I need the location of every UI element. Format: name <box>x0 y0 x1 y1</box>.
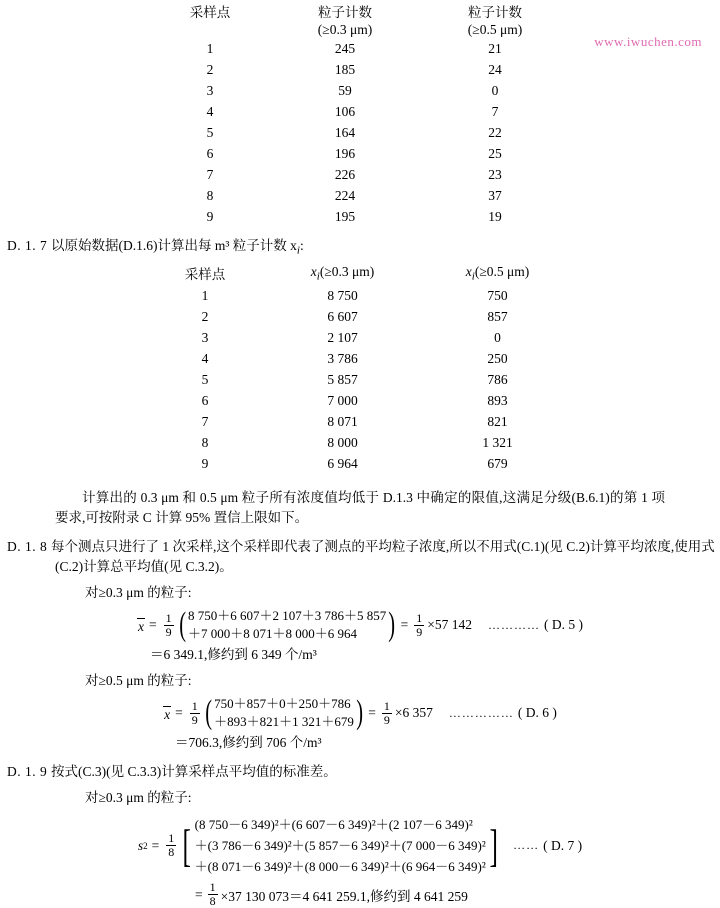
table-row <box>150 143 570 164</box>
sum-of-squares-stack <box>195 814 486 877</box>
table-row <box>145 432 575 453</box>
cell: 37 <box>488 188 502 203</box>
cell: 7 <box>491 104 499 119</box>
table-row <box>150 38 570 59</box>
cell: 25 <box>488 146 502 161</box>
table-row <box>145 327 575 348</box>
cell: 1 <box>206 41 214 56</box>
cell: 9 <box>201 456 209 472</box>
table-1-header-cell-1: 粒子计数 <box>318 5 372 20</box>
table-row <box>150 206 570 227</box>
particle-count-table <box>150 4 570 227</box>
subheading-0-5um-a: 对≥0.5 μm 的粒子: <box>85 673 192 689</box>
equation-d-5 <box>0 607 720 643</box>
fraction-denominator: 9 <box>416 624 423 639</box>
table-2-header-cell-1 <box>265 263 420 286</box>
var-x: x <box>465 263 472 279</box>
cell: 8 <box>201 435 209 451</box>
cell: 245 <box>334 41 356 56</box>
cell: 1 <box>201 288 209 304</box>
cell: 750 <box>487 288 508 304</box>
fraction-numerator: 1 <box>165 610 172 625</box>
table-1-header <box>150 4 570 38</box>
cell: 164 <box>334 125 356 140</box>
equation-d-6-body <box>163 695 557 731</box>
sum-stack <box>188 607 386 643</box>
equals-sign-2: = <box>368 705 376 721</box>
table-1-body <box>150 38 570 227</box>
fraction-one-ninth <box>164 612 174 639</box>
cell: 6 <box>206 146 214 161</box>
fraction-one-ninth <box>190 700 200 727</box>
cell: 8 750 <box>327 288 358 304</box>
table-2-header-cell-0: 采样点 <box>184 266 226 282</box>
product-term: ×57 142 <box>427 617 472 633</box>
table-1-header-cell-0: 采样点 <box>189 5 231 20</box>
cell: 679 <box>487 456 508 472</box>
cell: 8 <box>206 188 214 203</box>
fraction-numerator: 1 <box>209 880 216 895</box>
sum-row-1: 750＋857＋0＋250＋786 <box>214 696 351 712</box>
clause-d-1-8-text: 每个测点只进行了 1 次采样,这个采样即代表了测点的平均粒子浓度,所以不用式(C.1)(见 C.2)计算平均浓度,使用式(C.2)计算总平均值(见 C.3.2)。 <box>51 539 715 575</box>
table-row <box>145 390 575 411</box>
table-row <box>145 348 575 369</box>
right-bracket: ] <box>489 819 498 871</box>
clause-d-1-9-number: D. 1. 9 <box>7 764 48 780</box>
right-paren: ) <box>388 606 396 644</box>
cell: 857 <box>487 309 508 325</box>
clause-d-1-7-number: D. 1. 7 <box>7 238 48 253</box>
cell: 106 <box>334 104 356 119</box>
clause-d-1-9-text: 按式(C.3)(见 C.3.3)计算采样点平均值的标准差。 <box>51 764 337 780</box>
cell: 893 <box>487 393 508 409</box>
equation-d-7-body <box>138 814 582 877</box>
sum-row-3: ＋(8 071－6 349)²＋(8 000－6 349)²＋(6 964－6 349)² <box>194 859 486 875</box>
sum-row-2: ＋7 000＋8 071＋8 000＋6 964 <box>187 626 357 642</box>
cell: 2 <box>206 62 214 77</box>
fraction-denominator: 8 <box>209 894 216 908</box>
table-2-header-range-1: (≥0.3 μm) <box>319 263 375 279</box>
mean-x-letter: x <box>138 618 145 634</box>
document-page <box>0 4 720 908</box>
equation-d-6 <box>0 695 720 731</box>
fraction-denominator: 9 <box>191 712 198 727</box>
clause-d-1-7-subscript: i <box>296 244 300 257</box>
sum-row-2: ＋893＋821＋1 321＋679 <box>214 714 354 730</box>
cell: 2 <box>201 309 209 325</box>
cell: 5 857 <box>327 372 358 388</box>
leader-dots: …………… <box>448 705 514 720</box>
clause-d-1-7 <box>0 236 720 261</box>
equation-number-d6: ( D. 6 ) <box>517 705 557 721</box>
var-x: x <box>310 263 317 279</box>
watermark-text: www.iwuchen.com <box>594 34 702 49</box>
fraction-numerator: 1 <box>191 698 198 713</box>
cell: 19 <box>488 209 502 224</box>
particle-concentration-table <box>145 263 575 475</box>
table-row <box>150 59 570 80</box>
leader-dots: ………… <box>487 617 540 632</box>
table-1-header-row-2 <box>150 21 570 38</box>
equals-sign: = <box>151 837 160 853</box>
sum-row-1: (8 750－6 349)²＋(6 607－6 349)²＋(2 107－6 349)² <box>194 817 473 833</box>
mean-x-symbol <box>137 616 145 635</box>
fraction-denominator: 9 <box>165 624 172 639</box>
clause-d-1-8 <box>0 537 720 577</box>
product-term: ×6 357 <box>394 705 433 721</box>
fraction-one-eighth-2 <box>208 881 218 908</box>
cell: 3 786 <box>327 351 358 367</box>
variance-exponent: 2 <box>143 840 148 851</box>
fraction-numerator: 1 <box>383 698 390 713</box>
table-row <box>145 453 575 474</box>
equation-d-5-body <box>137 607 583 643</box>
fraction-one-eighth <box>166 832 176 859</box>
cell: 59 <box>338 83 352 98</box>
table-2-body <box>145 285 575 474</box>
variance-symbol: s <box>137 837 144 853</box>
cell: 9 <box>206 209 214 224</box>
cell: 6 607 <box>327 309 358 325</box>
cell: 2 107 <box>327 330 358 346</box>
cell: 8 000 <box>327 435 358 451</box>
cell: 224 <box>334 188 356 203</box>
cell: 23 <box>488 167 502 182</box>
table-row <box>150 122 570 143</box>
cell: 21 <box>488 41 502 56</box>
fraction-denominator: 8 <box>168 845 175 860</box>
cell: 821 <box>487 414 508 430</box>
cell: 4 <box>206 104 214 119</box>
fraction-numerator: 1 <box>168 831 175 846</box>
table-row <box>145 369 575 390</box>
table-1-header-row-1 <box>150 4 570 21</box>
cell: 3 <box>201 330 209 346</box>
cell: 4 <box>201 351 209 367</box>
paragraph-limits: 计算出的 0.3 μm 和 0.5 μm 粒子所有浓度值均低于 D.1.3 中确定的限值,这满足分级(B.6.1)的第 1 项要求,可按附录 C 计算 95% 置信上限如下。 <box>55 490 665 526</box>
left-bracket: [ <box>182 819 192 871</box>
fraction-one-ninth-2 <box>382 700 392 727</box>
table-row <box>145 411 575 432</box>
left-paren: ( <box>178 606 186 644</box>
table-row <box>145 306 575 327</box>
cell: 185 <box>334 62 356 77</box>
clause-d-1-7-text: 以原始数据(D.1.6)计算出每 m³ 粒子计数 x <box>51 238 297 253</box>
sum-row-2: ＋(3 786－6 349)²＋(5 857－6 349)²＋(7 000－6 349)² <box>194 838 486 854</box>
equation-d-7 <box>0 814 720 877</box>
equation-d-5-result: ＝6 349.1,修约到 6 349 个/m³ <box>150 647 317 663</box>
table-row <box>145 285 575 306</box>
left-paren: ( <box>205 694 212 732</box>
table-1-header-cell-2: 粒子计数 <box>468 5 522 20</box>
cell: 786 <box>487 372 508 388</box>
table-1-subheader-cell-0 <box>150 21 270 38</box>
subheading-0-3um-b: 对≥0.3 μm 的粒子: <box>85 790 192 806</box>
cell: 226 <box>334 167 356 182</box>
equation-d-7-result <box>0 881 720 908</box>
table-2-header-cell-2 <box>420 263 575 286</box>
cell: 3 <box>206 83 214 98</box>
cell: 7 000 <box>327 393 358 409</box>
mean-x-letter: x <box>164 706 171 722</box>
cell: 250 <box>487 351 508 367</box>
cell: 24 <box>488 62 502 77</box>
cell: 7 <box>201 414 209 430</box>
table-row <box>150 101 570 122</box>
cell: 1 321 <box>482 435 513 451</box>
cell: 196 <box>334 146 356 161</box>
clause-d-1-9 <box>0 762 720 782</box>
cell: 22 <box>488 125 502 140</box>
equals-sign-3: = <box>195 886 203 902</box>
cell: 6 <box>201 393 209 409</box>
leader-dots: …… <box>513 838 540 853</box>
equals-sign: = <box>175 705 183 721</box>
fraction-numerator: 1 <box>416 610 423 625</box>
mean-x-symbol <box>163 704 171 723</box>
right-paren: ) <box>356 694 363 732</box>
cell: 0 <box>491 83 499 98</box>
fraction-denominator: 9 <box>383 712 390 727</box>
clause-d-1-8-number: D. 1. 8 <box>7 539 48 555</box>
equation-number-d7: ( D. 7 ) <box>543 837 583 853</box>
subheading-0-3um-a: 对≥0.3 μm 的粒子: <box>85 585 192 601</box>
table-row <box>150 80 570 101</box>
table-row <box>150 185 570 206</box>
equals-sign-2: = <box>400 617 409 633</box>
table-1-subheader-cell-2: (≥0.5 μm) <box>467 22 523 37</box>
cell: 6 964 <box>327 456 358 472</box>
variance-result-text: ×37 130 073＝4 641 259.1,修约到 4 641 259 <box>220 888 468 904</box>
equation-d-6-result: ＝706.3,修约到 706 个/m³ <box>175 735 322 751</box>
table-1-subheader-cell-1: (≥0.3 μm) <box>317 22 373 37</box>
table-row <box>150 164 570 185</box>
table-2-header-row <box>145 263 575 286</box>
cell: 195 <box>334 209 356 224</box>
cell: 8 071 <box>327 414 358 430</box>
cell: 5 <box>201 372 209 388</box>
var-x-subscript: i <box>471 270 475 283</box>
sum-row-1: 8 750＋6 607＋2 107＋3 786＋5 857 <box>187 608 387 624</box>
equation-number-d5: ( D. 5 ) <box>543 617 583 633</box>
equals-sign: = <box>149 617 157 633</box>
table-2-header <box>145 263 575 286</box>
cell: 5 <box>206 125 214 140</box>
clause-d-1-7-text-end: : <box>299 238 304 253</box>
cell: 7 <box>206 167 214 182</box>
fraction-one-ninth-2 <box>414 612 424 639</box>
var-x-subscript: i <box>316 270 320 283</box>
sum-stack <box>214 695 354 731</box>
table-2-header-range-2: (≥0.5 μm) <box>474 263 530 279</box>
cell: 0 <box>494 330 501 346</box>
